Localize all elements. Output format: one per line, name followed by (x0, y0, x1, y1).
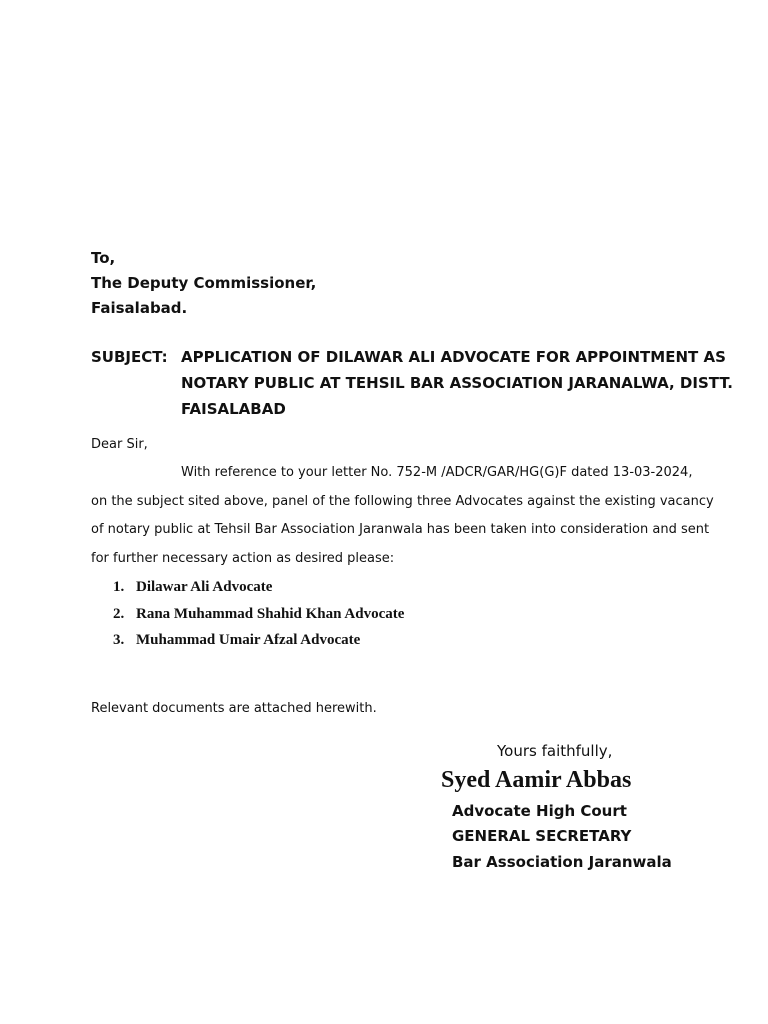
recipient-to: To, (91, 249, 116, 267)
list-number: 1. (113, 579, 125, 595)
list-number: 3. (113, 632, 125, 648)
subject-line: FAISALABAD (181, 400, 286, 418)
signer-position: GENERAL SECRETARY (452, 827, 632, 845)
subject-label: SUBJECT: (91, 348, 168, 366)
subject-line: NOTARY PUBLIC AT TEHSIL BAR ASSOCIATION JARANALWA, DISTT. (181, 374, 733, 392)
advocate-name: Dilawar Ali Advocate (136, 579, 273, 595)
body-line: of notary public at Tehsil Bar Association Jaranwala has been taken into consideration and sent (91, 522, 710, 537)
signer-name: Syed Aamir Abbas (441, 767, 632, 793)
enclosure-note: Relevant documents are attached herewith. (91, 701, 377, 716)
body-line: for further necessary action as desired please: (91, 551, 395, 566)
advocate-list (113, 577, 404, 657)
recipient-city: Faisalabad. (91, 299, 188, 317)
list-item (113, 630, 404, 657)
advocate-name: Muhammad Umair Afzal Advocate (136, 632, 361, 648)
closing: Yours faithfully, (497, 742, 613, 760)
signer-title: Advocate High Court (452, 802, 627, 820)
list-item (113, 577, 404, 604)
body-line: on the subject sited above, panel of the following three Advocates against the existing vacancy (91, 494, 714, 509)
list-number: 2. (113, 605, 125, 622)
list-item (113, 604, 404, 631)
salutation: Dear Sir, (91, 437, 148, 452)
body-line: With reference to your letter No. 752-M /ADCR/GAR/HG(G)F dated 13-03-2024, (181, 465, 693, 480)
recipient-title: The Deputy Commissioner, (91, 274, 317, 292)
advocate-name: Rana Muhammad Shahid Khan Advocate (136, 605, 405, 622)
subject-line: APPLICATION OF DILAWAR ALI ADVOCATE FOR APPOINTMENT AS (181, 348, 726, 366)
signer-organization: Bar Association Jaranwala (452, 853, 672, 871)
